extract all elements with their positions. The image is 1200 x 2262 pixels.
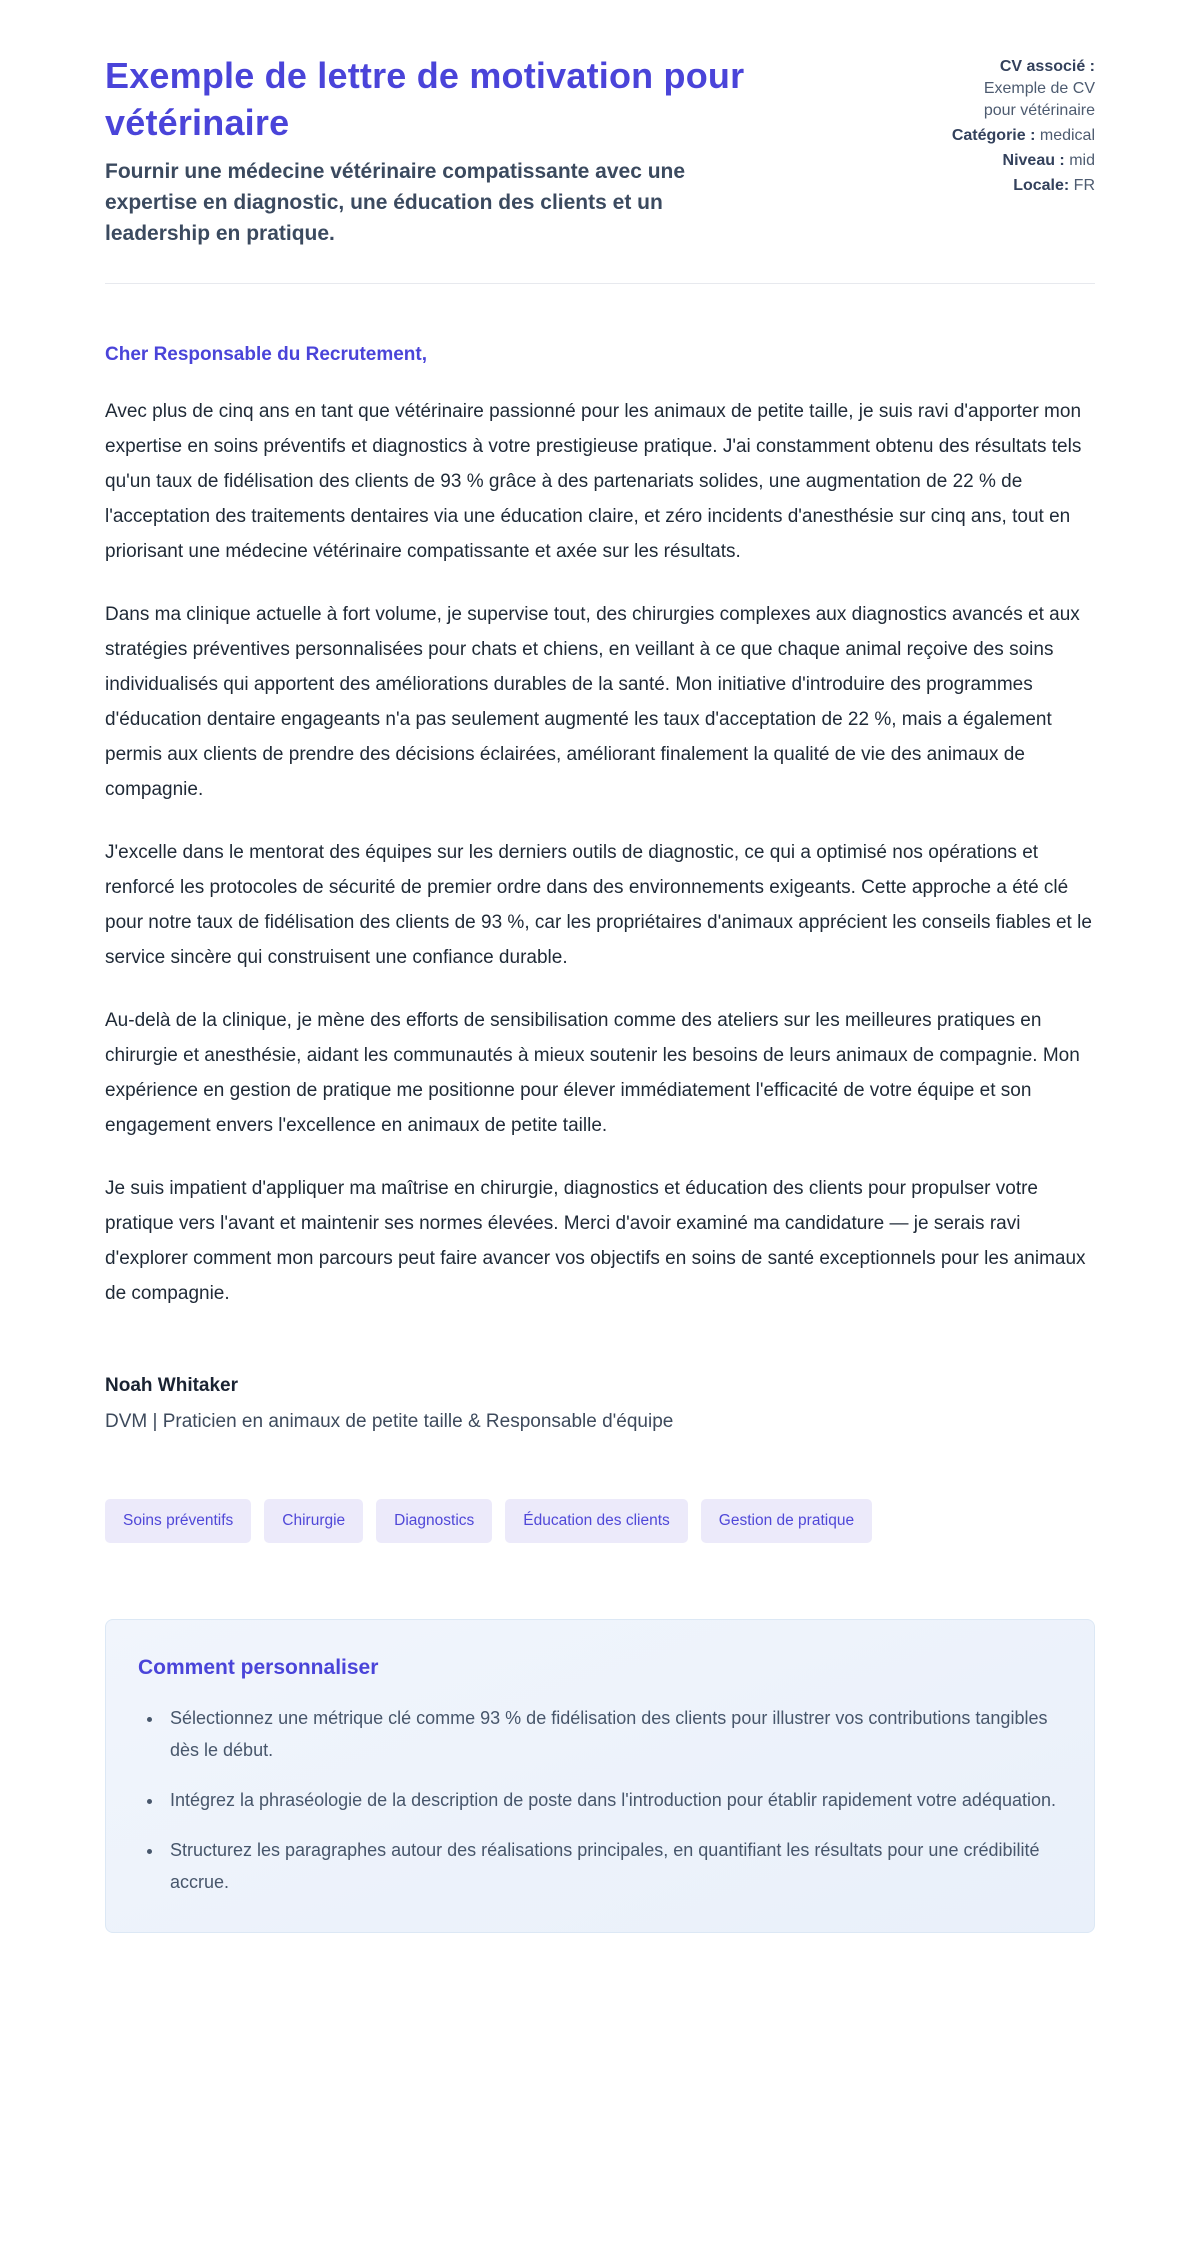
tip-item: • Structurez les paragraphes autour des réalisations principales, en quantifiant les résultats pour une crédibilité accrue. <box>164 1834 1062 1898</box>
skill-tag: Éducation des clients <box>505 1499 687 1543</box>
skill-tag: Diagnostics <box>376 1499 492 1543</box>
meta-item: Catégorie : medical <box>951 127 1095 144</box>
page-subtitle: Fournir une médecine vétérinaire compatissante avec une expertise en diagnostic, une éducation des clients et un leadership en pratique. <box>105 160 686 245</box>
meta-label: Catégorie : <box>951 127 1036 144</box>
salutation: Cher Responsable du Recrutement, <box>105 344 428 365</box>
skill-tag: Chirurgie <box>264 1499 363 1543</box>
tips-heading: Comment personnaliser <box>138 1655 379 1679</box>
meta-label: CV associé : <box>999 58 1095 75</box>
tips-box <box>105 1619 1095 1933</box>
letter-paragraph: Dans ma clinique actuelle à fort volume, je supervise tout, des chirurgies complexes aux diagnostics avancés et aux stratégies préventives personnalisées pour chats et chiens, en veillant à ce que chaque animal reçoive des soins individualisés qui apportent des améliorations durables de la santé. Mon initiative d'introduire des programmes d'éducation dentaire engageants n'a pas seulement augmenté les taux d'acceptation de 22 %, mais a également permis aux clients de prendre des décisions éclairées, améliorant finalement la qualité de vie des animaux de compagnie. <box>105 604 1080 800</box>
letter-paragraph: J'excelle dans le mentorat des équipes sur les derniers outils de diagnostic, ce qui a optimisé nos opérations et renforcé les protocoles de sécurité de premier ordre dans des environnements exigeants. Cette approche a été clé pour notre taux de fidélisation des clients de 93 %, car les propriétaires d'animaux apprécient les conseils fiables et le service sincère qui construisent une confiance durable. <box>105 842 1092 968</box>
meta-item: Niveau : mid <box>1002 152 1095 169</box>
meta-item: CV associé : Exemple de CV pour vétérinaire <box>983 58 1095 119</box>
signature-title: DVM | Praticien en animaux de petite taille & Responsable d'équipe <box>105 1411 674 1432</box>
tips-list <box>138 1702 1062 1898</box>
skill-tag: Gestion de pratique <box>701 1499 872 1543</box>
letter-body <box>105 394 1095 1311</box>
letter-paragraph: Je suis impatient d'appliquer ma maîtrise en chirurgie, diagnostics et éducation des clients pour propulser votre pratique vers l'avant et maintenir ses normes élevées. Merci d'avoir examiné ma candidature — je serais ravi d'explorer comment mon parcours peut faire avancer vos objectifs en soins de santé exceptionnels pour les animaux de compagnie. <box>105 1178 1086 1304</box>
meta-panel <box>950 52 1095 200</box>
tip-item: • Sélectionnez une métrique clé comme 93 % de fidélisation des clients pour illustrer vos contributions tangibles dès le début. <box>164 1702 1062 1766</box>
page-container <box>105 0 1095 1933</box>
header-title-block <box>105 52 805 249</box>
skill-tags-row <box>105 1499 1095 1543</box>
meta-label: Niveau : <box>1002 152 1065 169</box>
header <box>105 52 1095 249</box>
tip-item: • Intégrez la phraséologie de la description de poste dans l'introduction pour établir rapidement votre adéquation. <box>164 1784 1062 1816</box>
divider <box>105 283 1095 284</box>
meta-label: Locale: <box>1013 177 1070 194</box>
meta-item: Locale: FR <box>1013 177 1095 194</box>
letter-paragraph: Avec plus de cinq ans en tant que vétérinaire passionné pour les animaux de petite taille, je suis ravi d'apporter mon expertise en soins préventifs et diagnostics à votre prestigieuse pratique. J'ai constamment obtenu des résultats tels qu'un taux de fidélisation des clients de 93 % grâce à des partenariats solides, une augmentation de 22 % de l'acceptation des traitements dentaires via une éducation claire, et zéro incidents d'anesthésie sur cinq ans, tout en priorisant une médecine vétérinaire compatissante et axée sur les résultats. <box>105 401 1082 562</box>
signature-name: Noah Whitaker <box>105 1375 239 1396</box>
letter-paragraph: Au-delà de la clinique, je mène des efforts de sensibilisation comme des ateliers sur les meilleures pratiques en chirurgie et anesthésie, aidant les communautés à mieux soutenir les besoins de leurs animaux de compagnie. Mon expérience en gestion de pratique me positionne pour élever immédiatement l'efficacité de votre équipe et son engagement envers l'excellence en animaux de petite taille. <box>105 1010 1080 1136</box>
skill-tag: Soins préventifs <box>105 1499 251 1543</box>
page-title: Exemple de lettre de motivation pour vétérinaire <box>105 55 745 143</box>
